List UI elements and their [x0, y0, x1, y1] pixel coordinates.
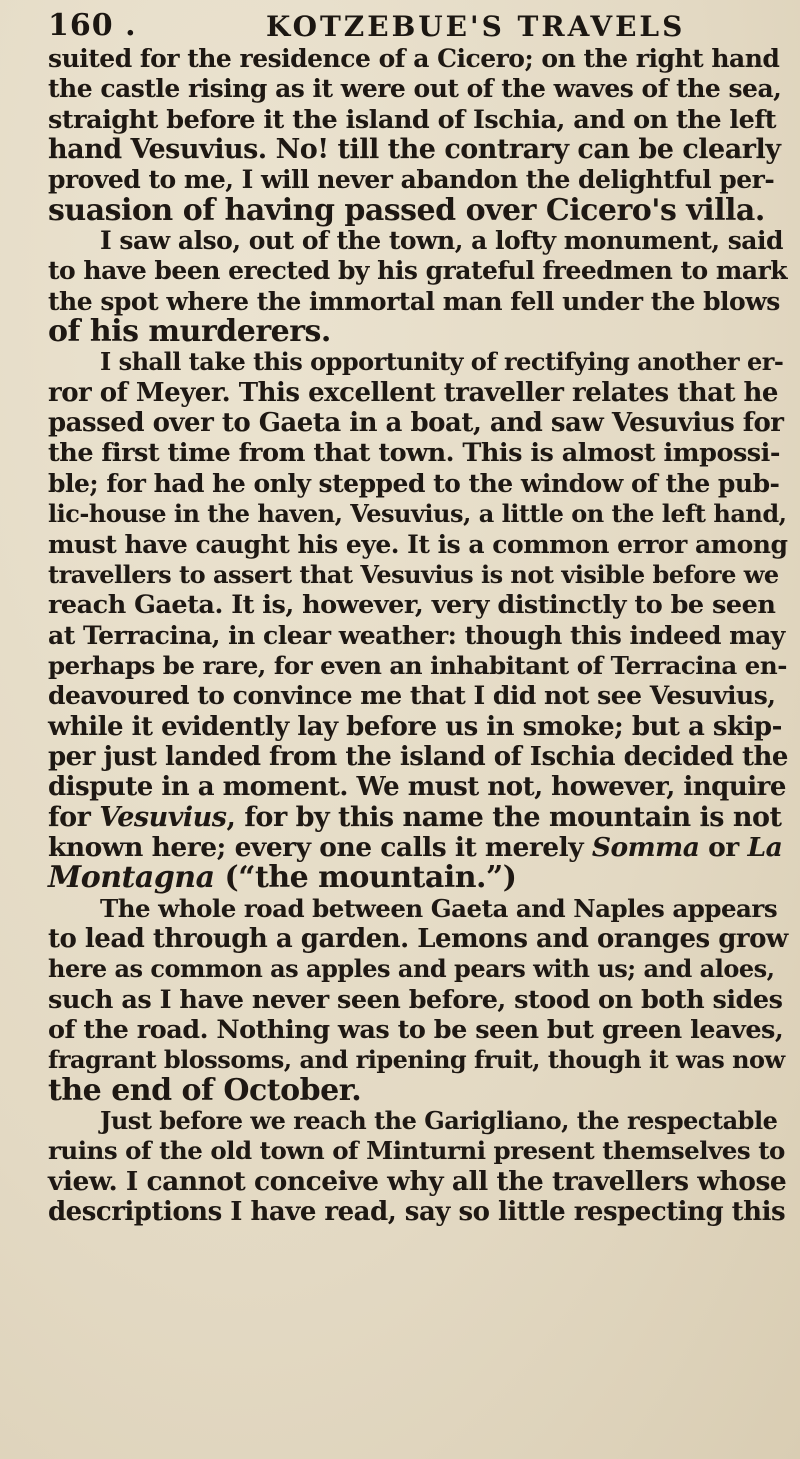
text-line: [48, 833, 788, 863]
text-line: suasion of having passed over Cicero's villa.: [48, 192, 765, 228]
text-line: here as common as apples and pears with us; and aloes,: [48, 954, 775, 984]
page-header: [48, 8, 768, 48]
text-line: passed over to Gaeta in a boat, and saw Vesuvius for: [48, 408, 784, 439]
italic-text: Vesuvius: [99, 801, 227, 833]
text-line: descriptions I have read, say so little respecting this: [48, 1197, 786, 1228]
text-line: to have been erected by his grateful freedmen to mark: [48, 256, 788, 286]
text-line: lic-house in the haven, Vesuvius, a little on the left hand,: [48, 499, 787, 529]
text-line: hand Vesuvius. No! till the contrary can be clearly: [48, 134, 781, 166]
text-line: the first time from that town. This is almost impossi-: [48, 438, 780, 469]
text-line: of his murderers.: [48, 314, 331, 350]
text-line: dispute in a moment. We must not, however, inquire: [48, 772, 786, 803]
text-line: the spot where the immortal man fell under the blows: [48, 286, 780, 316]
page-number: 160 .: [48, 8, 137, 43]
text-line: ror of Meyer. This excellent traveller relates that he: [48, 377, 778, 408]
text-segment: known here; every one calls it merely: [48, 831, 592, 863]
text-line: ruins of the old town of Minturni present themselves to: [48, 1136, 785, 1166]
text-segment: , for by this name the mountain is not: [226, 801, 782, 833]
text-line: [48, 803, 788, 833]
text-line: fragrant blossoms, and ripening fruit, though it was now: [48, 1045, 785, 1075]
body-text: [48, 44, 788, 1227]
text-line: proved to me, I will never abandon the delightful per-: [48, 165, 775, 195]
italic-text: La: [747, 831, 783, 863]
italic-text: Somma: [591, 831, 700, 863]
text-line: at Terracina, in clear weather: though this indeed may: [48, 620, 785, 650]
text-line: view. I cannot conceive why all the travellers whose: [48, 1165, 787, 1197]
text-line: ble; for had he only stepped to the window of the pub-: [48, 468, 780, 498]
text-segment: (“the mountain.”): [214, 860, 517, 896]
text-line: Just before we reach the Garigliano, the respectable: [100, 1106, 778, 1136]
text-line: deavoured to convince me that I did not see Vesuvius,: [48, 681, 776, 711]
text-line: perhaps be rare, for even an inhabitant of Terracina en-: [48, 650, 787, 680]
text-line: straight before it the island of Ischia, and on the left: [48, 104, 777, 135]
text-line: to lead through a garden. Lemons and oranges grow: [48, 923, 788, 954]
text-segment: for: [48, 801, 100, 833]
text-line: such as I have never seen before, stood on both sides: [48, 984, 783, 1015]
text-line: of the road. Nothing was to be seen but green leaves,: [48, 1015, 784, 1045]
text-line: reach Gaeta. It is, however, very distinctly to be seen: [48, 590, 776, 621]
text-line: must have caught his eye. It is a common error among: [48, 529, 788, 559]
text-line: suited for the residence of a Cicero; on the right hand: [48, 44, 780, 73]
text-line: I saw also, out of the town, a lofty monument, said: [100, 226, 783, 256]
running-title: KOTZEBUE'S TRAVELS: [266, 10, 686, 43]
text-line: travellers to assert that Vesuvius is not visible before we: [48, 559, 779, 589]
text-line: the end of October.: [48, 1072, 362, 1108]
text-line: The whole road between Gaeta and Naples appears: [100, 893, 778, 923]
text-line: I shall take this opportunity of rectifying another er-: [100, 347, 784, 377]
text-line: [48, 860, 788, 896]
text-segment: or: [699, 831, 748, 863]
text-line: per just landed from the island of Ischia decided the: [48, 741, 788, 772]
italic-text: Montagna: [48, 860, 215, 896]
text-line: the castle rising as it were out of the waves of the sea,: [48, 74, 782, 104]
text-line: while it evidently lay before us in smoke; but a skip-: [48, 711, 782, 742]
